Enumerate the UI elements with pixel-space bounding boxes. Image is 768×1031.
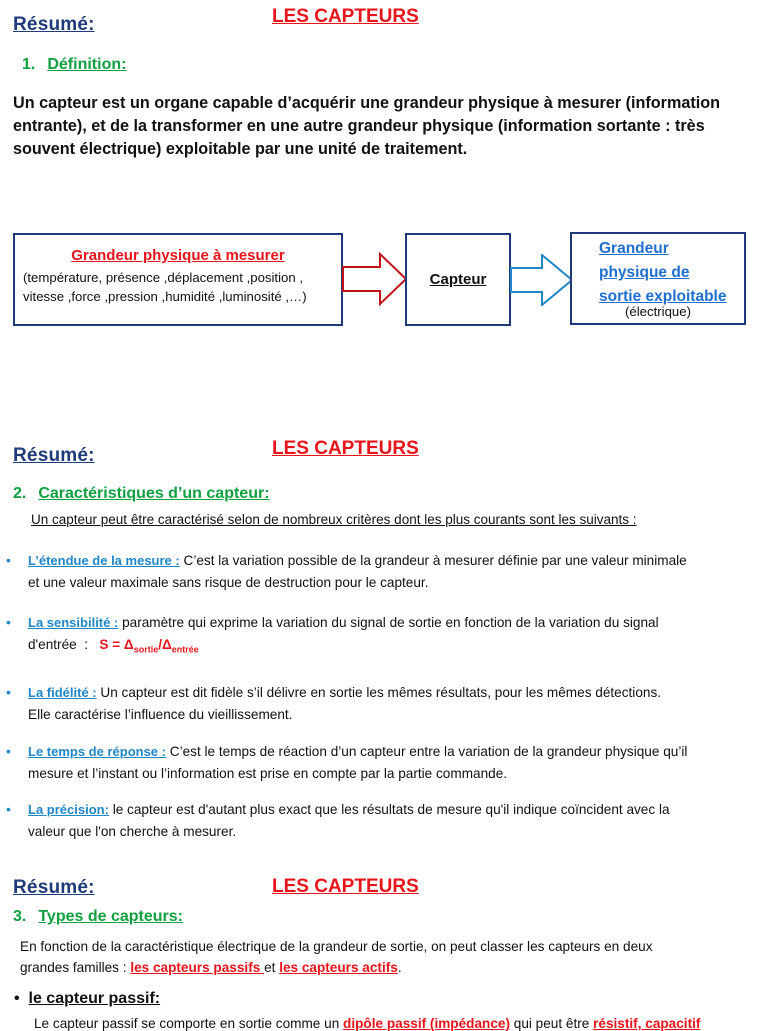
term-description: C’est le temps de réaction d’un capteur entre la variation de la grandeur physique qu’il [165,744,688,759]
passive-sensor-heading [14,990,160,1008]
and-word: et [264,960,280,975]
sensitivity-formula: $S = \Delta_{sortie}/\Delta_{entrée}$ [99,637,199,655]
bullet-icon: • [6,614,11,630]
section-number: 1. [22,56,36,73]
list-item [0,550,760,594]
term-description-cont: mesure et l’instant ou l’information est prise en compte par la partie commande. [28,766,508,781]
output-quantity-line2: physique de [599,264,690,281]
section-heading-characteristics [13,485,270,503]
term-label: Le temps de réponse : [28,744,166,759]
term-description: le capteur est d'autant plus exact que les résultats de mesure qu'il indique coïncident avec la [108,802,670,817]
section-number: 3. [13,908,27,925]
section-heading-text: Définition: [47,56,127,73]
output-quantity-box [570,232,746,325]
passive-sensors-term: les capteurs passifs [130,960,265,975]
input-quantity-line1: (température, présence ,déplacement ,position , [23,270,304,285]
term-label: L’étendue de la mesure : [28,553,180,568]
section-number: 2. [13,485,27,502]
term-description: C’est la variation possible de la grandeur à mesurer définie par une valeur minimale [179,553,687,568]
term-label: La sensibilité : [28,615,119,630]
types-paragraph [20,936,740,978]
input-quantity-title: Grandeur physique à mesurer [71,247,285,264]
active-sensors-term: les capteurs actifs [279,960,398,975]
section-heading-text: Caractéristiques d’un capteur: [38,485,270,502]
resume-heading-3: Résumé: [13,877,95,898]
bullet-icon: • [6,743,11,759]
resume-heading-1: Résumé: [13,14,95,35]
term-description-cont: valeur que l'on cherche à mesurer. [28,824,237,839]
passive-sensor-description: Le capteur passif se comporte en sortie comme un dipôle passif (impédance) qui peut être résistif, capacitif [34,1016,701,1031]
output-quantity-line3: sortie exploitable [599,288,727,305]
bullet-icon: • [14,990,20,1007]
passive-sensor-heading-text: le capteur passif: [28,990,161,1007]
term-description-cont: d'entrée : [28,637,100,652]
input-quantity-line2: vitesse ,force ,pression ,humidité ,luminosité ,…) [23,289,307,304]
output-arrow-icon [510,254,574,306]
section-heading-types [13,908,183,926]
bullet-icon: • [6,684,11,700]
characteristics-intro: Un capteur peut être caractérisé selon de nombreux critères dont les plus courants sont les suivants : [31,512,637,527]
list-item [0,741,760,785]
input-quantity-box [13,233,343,326]
page-title-3: LES CAPTEURS [272,876,419,897]
list-item [0,682,760,726]
sensor-box [405,233,511,326]
section-heading-definition [22,56,126,74]
term-description: Un capteur est dit fidèle s’il délivre en sortie les mêmes résultats, pour les mêmes détections. [96,685,662,700]
output-quantity-line1: Grandeur [599,240,669,257]
resume-heading-2: Résumé: [13,445,95,466]
sensor-label: Capteur [429,271,487,288]
definition-paragraph: Un capteur est un organe capable d’acquérir une grandeur physique à mesurer (information entrante), et de la transformer en une autre grandeur physique (information sortante : très souvent électrique) exploitable par une unité de traitement. [13,94,721,158]
term-description-cont: et une valeur maximale sans risque de destruction pour le capteur. [28,575,429,590]
term-description-cont: Elle caractérise l’influence du vieillissement. [28,707,293,722]
list-item [0,612,760,661]
output-quantity-note: (électrique) [625,304,691,319]
term-label: La précision: [28,802,109,817]
types-line1: En fonction de la caractéristique électrique de la grandeur de sortie, on peut classer les capteurs en deux [20,939,653,954]
period: . [397,960,402,975]
section-heading-text: Types de capteurs: [38,908,183,925]
term-label: La fidélité : [28,685,97,700]
page-title-1: LES CAPTEURS [272,6,419,27]
bullet-icon: • [6,801,11,817]
input-arrow-icon [342,252,408,306]
bullet-icon: • [6,552,11,568]
list-item [0,799,760,843]
types-line2: grandes familles : [20,960,131,975]
page-title-2: LES CAPTEURS [272,438,419,459]
term-description: paramètre qui exprime la variation du signal de sortie en fonction de la variation du signal [118,615,659,630]
